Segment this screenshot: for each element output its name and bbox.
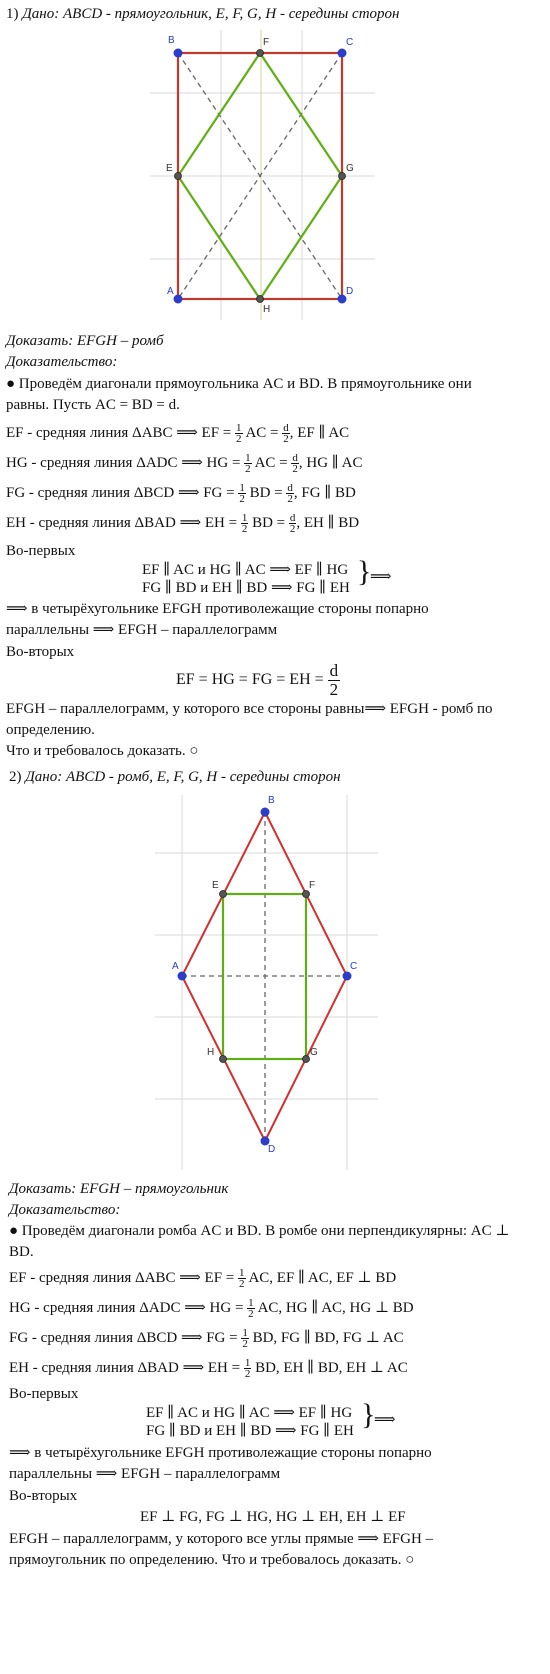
part2-second: Во-вторых (9, 1488, 78, 1504)
part1-system-line2: FG ∥ BD и EH ∥ BD ⟹ FG ∥ EH (142, 580, 350, 596)
point-h-label: H (263, 304, 271, 315)
part2-par-line2: параллельны ⟹ EFGH – параллелограмм (9, 1466, 281, 1482)
part1-eh-line: EH - средняя линия ΔBAD ⟹ EH = $\frac{1}{2}$ BD = $\frac{d}{2}$ , EH ∥ BD (6, 512, 360, 535)
part1-system-implies: ⟹ (370, 569, 392, 585)
part1-second: Во-вторых (6, 644, 75, 660)
part2-system-line2: FG ∥ BD и EH ∥ BD ⟹ FG ∥ EH (146, 1423, 354, 1439)
part2-proof-label: Доказательство: (9, 1202, 121, 1218)
point-h-label: H (207, 1047, 215, 1058)
part2-system-implies: ⟹ (374, 1412, 396, 1428)
part2-fg-line: FG - средняя линия ΔBCD ⟹ FG = $\frac{1}{2}$ BD, FG ∥ BD, FG ⊥ AC (9, 1327, 404, 1350)
part1-par-line1: ⟹ в четырёхугольнике EFGH противолежащие стороны попарно (6, 601, 429, 617)
part1-qed: Что и требовалось доказать. ○ (6, 743, 199, 759)
part2-system-line1: EF ∥ AC и HG ∥ AC ⟹ EF ∥ HG (146, 1405, 353, 1421)
part1-conclusion-line1: EFGH – параллелограмм, у которого все стороны равны⟹ EFGH - ромб по (6, 701, 493, 717)
part2-conclusion-line1: EFGH – параллелограмм, у которого все углы прямые ⟹ EFGH – (9, 1531, 434, 1547)
part2-conclusion-line2: прямоугольник по определению. Что и требовалось доказать. ○ (9, 1552, 415, 1568)
point-e-label: E (212, 880, 219, 891)
part1-brace: } (357, 555, 372, 588)
point-b-label: B (168, 35, 175, 46)
point-c-label: C (350, 961, 358, 972)
point-c-label: C (346, 37, 354, 48)
part2-par-line1: ⟹ в четырёхугольнике EFGH противолежащие стороны попарно (9, 1445, 432, 1461)
part1-fg-line: FG - средняя линия ΔBCD ⟹ FG = $\frac{1}{2}$ BD = $\frac{d}{2}$ , FG ∥ BD (6, 482, 356, 505)
part2-prove: Доказать: EFGH – прямоугольник (9, 1181, 229, 1197)
part2-ef-line: EF - средняя линия ΔABC ⟹ EF = $\frac{1}{2}$ AC, EF ∥ AC, EF ⊥ BD (9, 1267, 397, 1290)
point-e-label: E (166, 163, 173, 174)
part2-brace: } (361, 1398, 376, 1431)
rectangle-diagram (0, 0, 550, 320)
rhombus-diagram (0, 790, 550, 1170)
part1-par-line2: параллельны ⟹ EFGH – параллелограмм (6, 622, 278, 638)
part2-bullet-line2: BD. (9, 1244, 34, 1260)
part2-hg-line: HG - средняя линия ΔADC ⟹ HG = $\frac{1}{2}$ AC, HG ∥ AC, HG ⊥ BD (9, 1297, 414, 1320)
point-b-label: B (268, 795, 275, 806)
part1-first: Во-первых (6, 543, 76, 559)
point-d-label: D (268, 1144, 276, 1155)
part1-ef-line: EF - средняя линия ΔABC ⟹ EF = $\frac{1}{2}$ AC = $\frac{d}{2}$ , EF ∥ AC (6, 422, 350, 445)
point-d-label: D (346, 286, 354, 297)
part1-equal-sides: EF = HG = FG = EH = $\frac{d}{2}$ (176, 661, 339, 699)
part2-perp-line: EF ⊥ FG, FG ⊥ HG, HG ⊥ EH, EH ⊥ EF (140, 1509, 406, 1525)
part1-bullet-line2: равны. Пусть AC = BD = d. (6, 397, 180, 413)
part2-eh-line: EH - средняя линия ΔBAD ⟹ EH = $\frac{1}{2}$ BD, EH ∥ BD, EH ⊥ AC (9, 1357, 408, 1380)
part1-conclusion-line2: определению. (6, 722, 95, 738)
part2-given: 2) Дано: ABCD - ромб, E, F, G, H - середины сторон (9, 769, 341, 785)
point-g-label: G (346, 163, 354, 174)
part1-system-line1: EF ∥ AC и HG ∥ AC ⟹ EF ∥ HG (142, 562, 349, 578)
part2-bullet-line1: ● Проведём диагонали ромба AC и BD. В ромбе они перпендикулярны: AC ⊥ (9, 1223, 510, 1239)
point-a-label: A (167, 286, 174, 297)
point-f-label: F (309, 880, 316, 891)
part1-given: 1) Дано: ABCD - прямоугольник, E, F, G, H - середины сторон (6, 6, 400, 22)
point-g-label: G (310, 1047, 318, 1058)
part1-prove: Доказать: EFGH – ромб (6, 333, 164, 349)
part1-proof-label: Доказательство: (6, 354, 118, 370)
point-f-label: F (263, 37, 270, 48)
part1-bullet-line1: ● Проведём диагонали прямоугольника AC и BD. В прямоугольнике они (6, 376, 472, 392)
part1-hg-line: HG - средняя линия ΔADC ⟹ HG = $\frac{1}{2}$ AC = $\frac{d}{2}$ , HG ∥ AC (6, 452, 363, 475)
part2-first: Во-первых (9, 1386, 79, 1402)
point-a-label: A (172, 961, 179, 972)
